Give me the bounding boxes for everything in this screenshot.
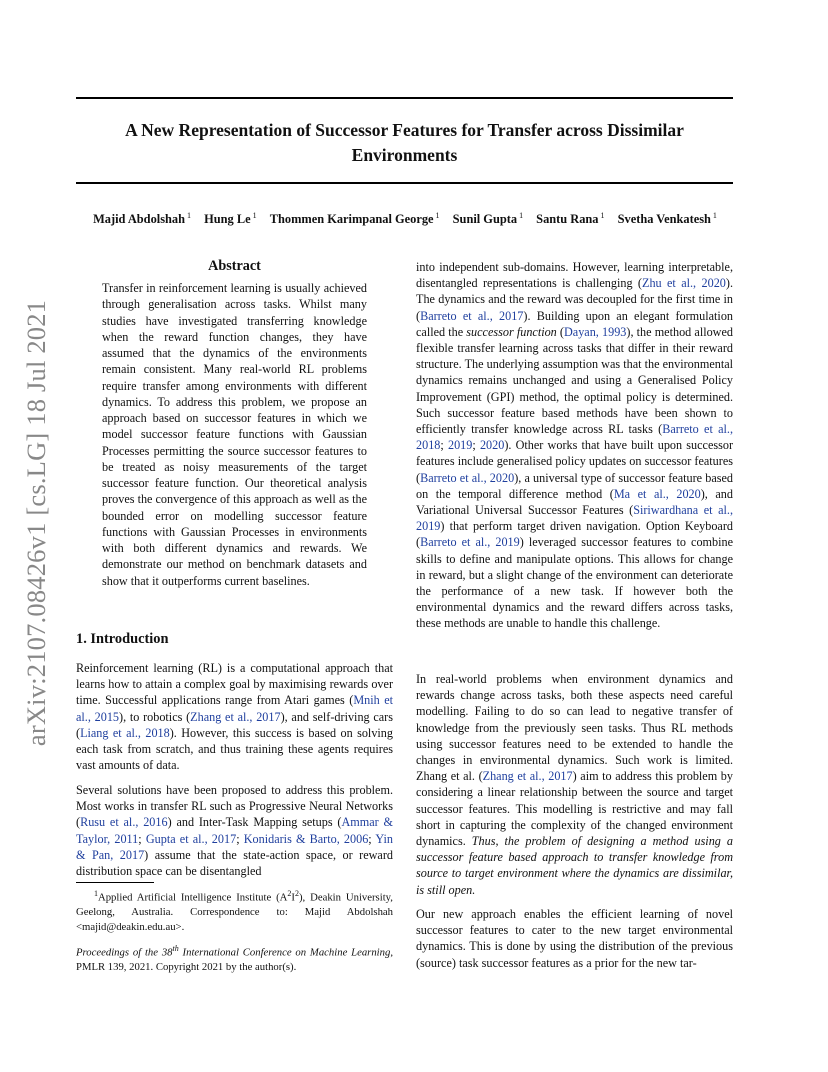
author-list: [60, 211, 750, 227]
citation-link[interactable]: Yin & Pan, 2017: [76, 831, 394, 862]
title-line-1: A New Representation of Successor Features for Transfer across Dissimilar: [125, 120, 684, 140]
right-paragraph-1: into independent sub-domains. However, learning interpretable, disentangled representations is challenging (Zhu et al., 2020). The dynamics and the reward was decoupled for the first time in (Barreto et al., 2017). Building upon an elegant formulation called the successor function (Dayan, 1993), the method allowed flexible transfer learning across tasks that differ in their reward structure. The underlying assumption was that the environmental dynamics remains unchanged and using a Generalised Policy Improvement (GPI) method, the optimal policy is determined. Such successor feature based methods have been shown to efficiently transfer knowledge across RL tasks (Barreto et al., 2018; 2019; 2020). Other works that have built upon successor features include generalised policy updates on successor features (Barreto et al., 2020), a universal type of successor feature based on the temporal difference method (Ma et al., 2020), and Variational Universal Successor Features (Siriwardhana et al., 2019) that perform target driven navigation. Option Keyboard (Barreto et al., 2019) leveraged successor features to combine skills to define and manipulate options. This allows for change in reward, but a slight change of the environment can deteriorate the performance of a new task. If however both the environmental dynamics and the reward differs across tasks, these methods are unable to handle this challenge.: [416, 260, 734, 631]
right-paragraph-3: Our new approach enables the efficient learning of novel successor features to cater to the new target environmental dynamics. This is done by using the distribution of the previous (source) task successor features as a prior for the new tar-: [416, 907, 733, 970]
author: Sunil Gupta $^1$: [452, 211, 524, 227]
affiliation-footnote: $^1$Applied Artificial Intelligence Institute $(A^2I^2)$, Deakin University, Geelong, Australia. Correspondence to: Majid Abdolshah <majid@deakin.edu.au>.: [76, 889, 393, 933]
citation-link[interactable]: Konidaris & Barto, 2006: [243, 831, 369, 846]
author: Svetha Venkatesh $^1$: [617, 211, 717, 227]
abstract-text: Transfer in reinforcement learning is usually achieved through generalisation across tasks. Whilst many studies have investigated transferring knowledge when the reward function changes, they have assumed that the dynamics of the environments remain consistent. Many real-world RL problems require transfer among environments with different dynamics. To address this problem, we propose an approach based on successor features in which we model successor feature functions with Gaussian Processes permitting the source successor features to be treated as noisy measurements of the target successor feature function. Our theoretical analysis proves the convergence of this approach as well as the bounded error on modelling successor feature functions with Gaussian Processes in environments with both different dynamics and rewards. We demonstrate our method on benchmark datasets and show that it outperforms current baselines.: [102, 281, 367, 588]
intro-paragraph-2: Several solutions have been proposed to address this problem. Most works in transfer RL such as Progressive Neural Networks (Rusu et al., 2016) and Inter-Task Mapping setups (Ammar & Taylor, 2011; Gupta et al., 2017; Konidaris & Barto, 2006; Yin & Pan, 2017) assume that the state-action space, or reward distribution space can be disentangled: [76, 783, 394, 879]
citation-link[interactable]: Ammar & Taylor, 2011: [76, 815, 393, 846]
author: Hung Le $^1$: [204, 211, 257, 227]
section-heading-introduction: 1. Introduction: [76, 631, 169, 647]
arxiv-stamp: arXiv:2107.08426v1 [cs.LG] 18 Jul 2021: [21, 299, 51, 747]
citation-link[interactable]: Zhang et al., 2017: [190, 709, 281, 724]
author: Santu Rana $^1$: [536, 211, 605, 227]
title-top-rule: [76, 97, 733, 99]
citation-link[interactable]: Dayan, 1993: [564, 324, 627, 339]
citation-link[interactable]: Zhu et al., 2020: [642, 276, 726, 291]
citation-link[interactable]: Zhang et al., 2017: [482, 769, 573, 784]
citation-link[interactable]: Barreto et al., 2017: [420, 308, 524, 323]
citation-link[interactable]: 2020: [479, 438, 505, 453]
intro-paragraph-1: Reinforcement learning (RL) is a computational approach that learns how to attain a complex goal by maximising rewards over time. Successful applications range from Atari games (Mnih et al., 2015), to robotics (Zhang et al., 2017), and self-driving cars (Liang et al., 2018). However, this success is based on solving each task from scratch, and thus training these agents requires vast amounts of data.: [76, 661, 393, 773]
citation-link[interactable]: 2019: [447, 438, 473, 453]
right-paragraph-2: In real-world problems when environment dynamics and rewards change across tasks, both these aspects need careful modelling. Failing to do so can lead to negative transfer of knowledge from the previously seen tasks. Thus RL methods using successor features need to be extended to handle the changes in environmental dynamics. Such work is limited. Zhang et al. (Zhang et al., 2017) aim to address this problem by considering a linear relationship between the source and target successor features. This modelling is restrictive and may fall short in capturing the complexity of the changed environment dynamics. Thus, the problem of designing a method using a successor feature based approach to transfer knowledge from source to target environment where the dynamics are dissimilar, is still open.: [416, 672, 733, 897]
author: Majid Abdolshah $^1$: [93, 211, 192, 227]
title-bottom-rule: [76, 182, 733, 184]
citation-link[interactable]: Gupta et al., 2017: [145, 831, 237, 846]
citation-link[interactable]: Mnih et al., 2015: [76, 693, 393, 724]
footnote-rule: [76, 882, 154, 883]
proceedings-note: Proceedings of the 38th International Conference on Machine Learning, PMLR 139, 2021. Copyright 2021 by the author(s).: [76, 944, 393, 974]
citation-link[interactable]: Liang et al., 2018: [80, 725, 170, 740]
paper-title: [76, 118, 733, 168]
author: Thommen Karimpanal George $^1$: [269, 211, 440, 227]
citation-link[interactable]: Barreto et al., 2020: [420, 470, 515, 485]
citation-link[interactable]: Barreto et al., 2018: [416, 422, 733, 453]
title-line-2: Environments: [351, 145, 458, 165]
citation-link[interactable]: Ma et al., 2020: [613, 486, 701, 501]
abstract-heading: Abstract: [208, 258, 261, 274]
citation-link[interactable]: Barreto et al., 2019: [420, 535, 520, 550]
citation-link[interactable]: Rusu et al., 2016: [80, 815, 168, 830]
citation-link[interactable]: Siriwardhana et al., 2019: [416, 503, 733, 534]
